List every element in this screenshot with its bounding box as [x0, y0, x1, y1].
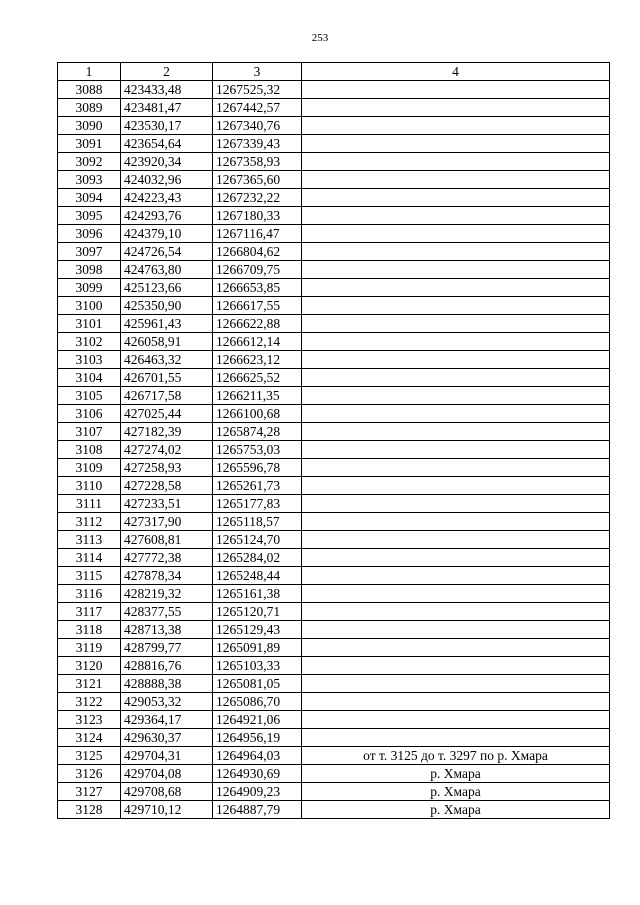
x-coordinate-cell: 429630,37 [121, 729, 213, 747]
description-cell [302, 549, 610, 567]
column-header-2: 2 [121, 63, 213, 81]
description-cell [302, 315, 610, 333]
page-number: 253 [311, 32, 329, 44]
table-row [58, 261, 610, 279]
y-coordinate-cell: 1267339,43 [213, 135, 302, 153]
point-number-cell: 3128 [58, 801, 121, 819]
x-coordinate-cell: 424223,43 [121, 189, 213, 207]
description-cell [302, 531, 610, 549]
table-row [58, 747, 610, 765]
x-coordinate-cell: 423481,47 [121, 99, 213, 117]
y-coordinate-cell: 1266622,88 [213, 315, 302, 333]
description-cell [302, 567, 610, 585]
x-coordinate-cell: 428713,38 [121, 621, 213, 639]
x-coordinate-cell: 428816,76 [121, 657, 213, 675]
y-coordinate-cell: 1265081,05 [213, 675, 302, 693]
y-coordinate-cell: 1266617,55 [213, 297, 302, 315]
y-coordinate-cell: 1266625,52 [213, 369, 302, 387]
y-coordinate-cell: 1266653,85 [213, 279, 302, 297]
point-number-cell: 3090 [58, 117, 121, 135]
y-coordinate-cell: 1266804,62 [213, 243, 302, 261]
point-number-cell: 3107 [58, 423, 121, 441]
y-coordinate-cell: 1267525,32 [213, 81, 302, 99]
point-number-cell: 3118 [58, 621, 121, 639]
column-header-4: 4 [302, 63, 610, 81]
description-cell: р. Хмара [302, 801, 610, 819]
description-cell [302, 351, 610, 369]
x-coordinate-cell: 425961,43 [121, 315, 213, 333]
description-cell [302, 603, 610, 621]
table-row [58, 603, 610, 621]
description-cell: р. Хмара [302, 783, 610, 801]
point-number-cell: 3096 [58, 225, 121, 243]
description-cell [302, 441, 610, 459]
table-row [58, 495, 610, 513]
table-row [58, 297, 610, 315]
table-row [58, 639, 610, 657]
x-coordinate-cell: 429710,12 [121, 801, 213, 819]
x-coordinate-cell: 427182,39 [121, 423, 213, 441]
column-header-1: 1 [58, 63, 121, 81]
point-number-cell: 3119 [58, 639, 121, 657]
y-coordinate-cell: 1267365,60 [213, 171, 302, 189]
y-coordinate-cell: 1264921,06 [213, 711, 302, 729]
y-coordinate-cell: 1265161,38 [213, 585, 302, 603]
description-cell [302, 675, 610, 693]
description-cell [302, 207, 610, 225]
x-coordinate-cell: 427878,34 [121, 567, 213, 585]
description-cell [302, 297, 610, 315]
description-cell [302, 99, 610, 117]
point-number-cell: 3109 [58, 459, 121, 477]
y-coordinate-cell: 1267232,22 [213, 189, 302, 207]
x-coordinate-cell: 429708,68 [121, 783, 213, 801]
description-cell [302, 405, 610, 423]
table-row [58, 531, 610, 549]
y-coordinate-cell: 1266709,75 [213, 261, 302, 279]
point-number-cell: 3098 [58, 261, 121, 279]
point-number-cell: 3114 [58, 549, 121, 567]
point-number-cell: 3117 [58, 603, 121, 621]
table-row [58, 441, 610, 459]
description-cell [302, 585, 610, 603]
x-coordinate-cell: 427258,93 [121, 459, 213, 477]
table-row [58, 225, 610, 243]
table-row [58, 549, 610, 567]
point-number-cell: 3127 [58, 783, 121, 801]
table-row [58, 171, 610, 189]
table-header-row [58, 63, 610, 81]
description-cell [302, 621, 610, 639]
table-row [58, 675, 610, 693]
x-coordinate-cell: 423654,64 [121, 135, 213, 153]
y-coordinate-cell: 1266612,14 [213, 333, 302, 351]
y-coordinate-cell: 1264887,79 [213, 801, 302, 819]
coordinates-table [57, 62, 610, 819]
y-coordinate-cell: 1265874,28 [213, 423, 302, 441]
y-coordinate-cell: 1264930,69 [213, 765, 302, 783]
point-number-cell: 3101 [58, 315, 121, 333]
y-coordinate-cell: 1265124,70 [213, 531, 302, 549]
x-coordinate-cell: 423433,48 [121, 81, 213, 99]
description-cell [302, 513, 610, 531]
table-row [58, 135, 610, 153]
point-number-cell: 3097 [58, 243, 121, 261]
table-row [58, 243, 610, 261]
x-coordinate-cell: 426717,58 [121, 387, 213, 405]
point-number-cell: 3113 [58, 531, 121, 549]
table-row [58, 315, 610, 333]
y-coordinate-cell: 1264964,03 [213, 747, 302, 765]
point-number-cell: 3088 [58, 81, 121, 99]
x-coordinate-cell: 429053,32 [121, 693, 213, 711]
x-coordinate-cell: 424379,10 [121, 225, 213, 243]
point-number-cell: 3108 [58, 441, 121, 459]
point-number-cell: 3103 [58, 351, 121, 369]
x-coordinate-cell: 427228,58 [121, 477, 213, 495]
y-coordinate-cell: 1265753,03 [213, 441, 302, 459]
point-number-cell: 3126 [58, 765, 121, 783]
description-cell [302, 171, 610, 189]
point-number-cell: 3115 [58, 567, 121, 585]
table-row [58, 567, 610, 585]
table-row [58, 189, 610, 207]
point-number-cell: 3122 [58, 693, 121, 711]
point-number-cell: 3104 [58, 369, 121, 387]
x-coordinate-cell: 426463,32 [121, 351, 213, 369]
point-number-cell: 3094 [58, 189, 121, 207]
x-coordinate-cell: 423530,17 [121, 117, 213, 135]
y-coordinate-cell: 1266211,35 [213, 387, 302, 405]
point-number-cell: 3089 [58, 99, 121, 117]
table-row [58, 765, 610, 783]
y-coordinate-cell: 1267340,76 [213, 117, 302, 135]
point-number-cell: 3111 [58, 495, 121, 513]
y-coordinate-cell: 1267180,33 [213, 207, 302, 225]
x-coordinate-cell: 425350,90 [121, 297, 213, 315]
point-number-cell: 3093 [58, 171, 121, 189]
y-coordinate-cell: 1265596,78 [213, 459, 302, 477]
x-coordinate-cell: 429364,17 [121, 711, 213, 729]
x-coordinate-cell: 424032,96 [121, 171, 213, 189]
table-row [58, 153, 610, 171]
y-coordinate-cell: 1264909,23 [213, 783, 302, 801]
point-number-cell: 3124 [58, 729, 121, 747]
point-number-cell: 3110 [58, 477, 121, 495]
point-number-cell: 3125 [58, 747, 121, 765]
x-coordinate-cell: 427233,51 [121, 495, 213, 513]
description-cell [302, 495, 610, 513]
description-cell [302, 657, 610, 675]
x-coordinate-cell: 426701,55 [121, 369, 213, 387]
y-coordinate-cell: 1265248,44 [213, 567, 302, 585]
description-cell [302, 189, 610, 207]
x-coordinate-cell: 427608,81 [121, 531, 213, 549]
x-coordinate-cell: 426058,91 [121, 333, 213, 351]
description-cell [302, 459, 610, 477]
table-row [58, 117, 610, 135]
x-coordinate-cell: 428377,55 [121, 603, 213, 621]
x-coordinate-cell: 429704,31 [121, 747, 213, 765]
point-number-cell: 3112 [58, 513, 121, 531]
y-coordinate-cell: 1265120,71 [213, 603, 302, 621]
table-row [58, 783, 610, 801]
description-cell [302, 333, 610, 351]
y-coordinate-cell: 1266100,68 [213, 405, 302, 423]
description-cell: от т. 3125 до т. 3297 по р. Хмара [302, 747, 610, 765]
y-coordinate-cell: 1265118,57 [213, 513, 302, 531]
table-row [58, 585, 610, 603]
y-coordinate-cell: 1265086,70 [213, 693, 302, 711]
x-coordinate-cell: 427274,02 [121, 441, 213, 459]
x-coordinate-cell: 427772,38 [121, 549, 213, 567]
table-row [58, 711, 610, 729]
table-row [58, 621, 610, 639]
point-number-cell: 3106 [58, 405, 121, 423]
y-coordinate-cell: 1265177,83 [213, 495, 302, 513]
table-row [58, 333, 610, 351]
x-coordinate-cell: 429704,08 [121, 765, 213, 783]
description-cell: р. Хмара [302, 765, 610, 783]
x-coordinate-cell: 428799,77 [121, 639, 213, 657]
y-coordinate-cell: 1267442,57 [213, 99, 302, 117]
description-cell [302, 369, 610, 387]
x-coordinate-cell: 424293,76 [121, 207, 213, 225]
table-row [58, 459, 610, 477]
description-cell [302, 711, 610, 729]
table-row [58, 693, 610, 711]
point-number-cell: 3116 [58, 585, 121, 603]
table-row [58, 405, 610, 423]
description-cell [302, 135, 610, 153]
description-cell [302, 639, 610, 657]
table-row [58, 351, 610, 369]
y-coordinate-cell: 1265091,89 [213, 639, 302, 657]
point-number-cell: 3102 [58, 333, 121, 351]
point-number-cell: 3095 [58, 207, 121, 225]
x-coordinate-cell: 428888,38 [121, 675, 213, 693]
x-coordinate-cell: 428219,32 [121, 585, 213, 603]
column-header-3: 3 [213, 63, 302, 81]
x-coordinate-cell: 424726,54 [121, 243, 213, 261]
description-cell [302, 243, 610, 261]
description-cell [302, 153, 610, 171]
table-row [58, 423, 610, 441]
table-row [58, 279, 610, 297]
x-coordinate-cell: 427317,90 [121, 513, 213, 531]
point-number-cell: 3099 [58, 279, 121, 297]
y-coordinate-cell: 1265261,73 [213, 477, 302, 495]
description-cell [302, 423, 610, 441]
point-number-cell: 3121 [58, 675, 121, 693]
table-body [58, 81, 610, 819]
y-coordinate-cell: 1265103,33 [213, 657, 302, 675]
table-row [58, 369, 610, 387]
description-cell [302, 693, 610, 711]
y-coordinate-cell: 1267116,47 [213, 225, 302, 243]
table-row [58, 207, 610, 225]
point-number-cell: 3092 [58, 153, 121, 171]
table-row [58, 81, 610, 99]
x-coordinate-cell: 424763,80 [121, 261, 213, 279]
table-row [58, 729, 610, 747]
description-cell [302, 387, 610, 405]
y-coordinate-cell: 1265129,43 [213, 621, 302, 639]
table-row [58, 387, 610, 405]
y-coordinate-cell: 1267358,93 [213, 153, 302, 171]
point-number-cell: 3091 [58, 135, 121, 153]
point-number-cell: 3105 [58, 387, 121, 405]
y-coordinate-cell: 1266623,12 [213, 351, 302, 369]
point-number-cell: 3120 [58, 657, 121, 675]
y-coordinate-cell: 1265284,02 [213, 549, 302, 567]
description-cell [302, 261, 610, 279]
point-number-cell: 3123 [58, 711, 121, 729]
description-cell [302, 81, 610, 99]
x-coordinate-cell: 425123,66 [121, 279, 213, 297]
description-cell [302, 279, 610, 297]
table-row [58, 477, 610, 495]
table-row [58, 513, 610, 531]
description-cell [302, 729, 610, 747]
description-cell [302, 477, 610, 495]
table-row [58, 99, 610, 117]
table-row [58, 657, 610, 675]
description-cell [302, 117, 610, 135]
x-coordinate-cell: 427025,44 [121, 405, 213, 423]
table-row [58, 801, 610, 819]
x-coordinate-cell: 423920,34 [121, 153, 213, 171]
description-cell [302, 225, 610, 243]
y-coordinate-cell: 1264956,19 [213, 729, 302, 747]
point-number-cell: 3100 [58, 297, 121, 315]
